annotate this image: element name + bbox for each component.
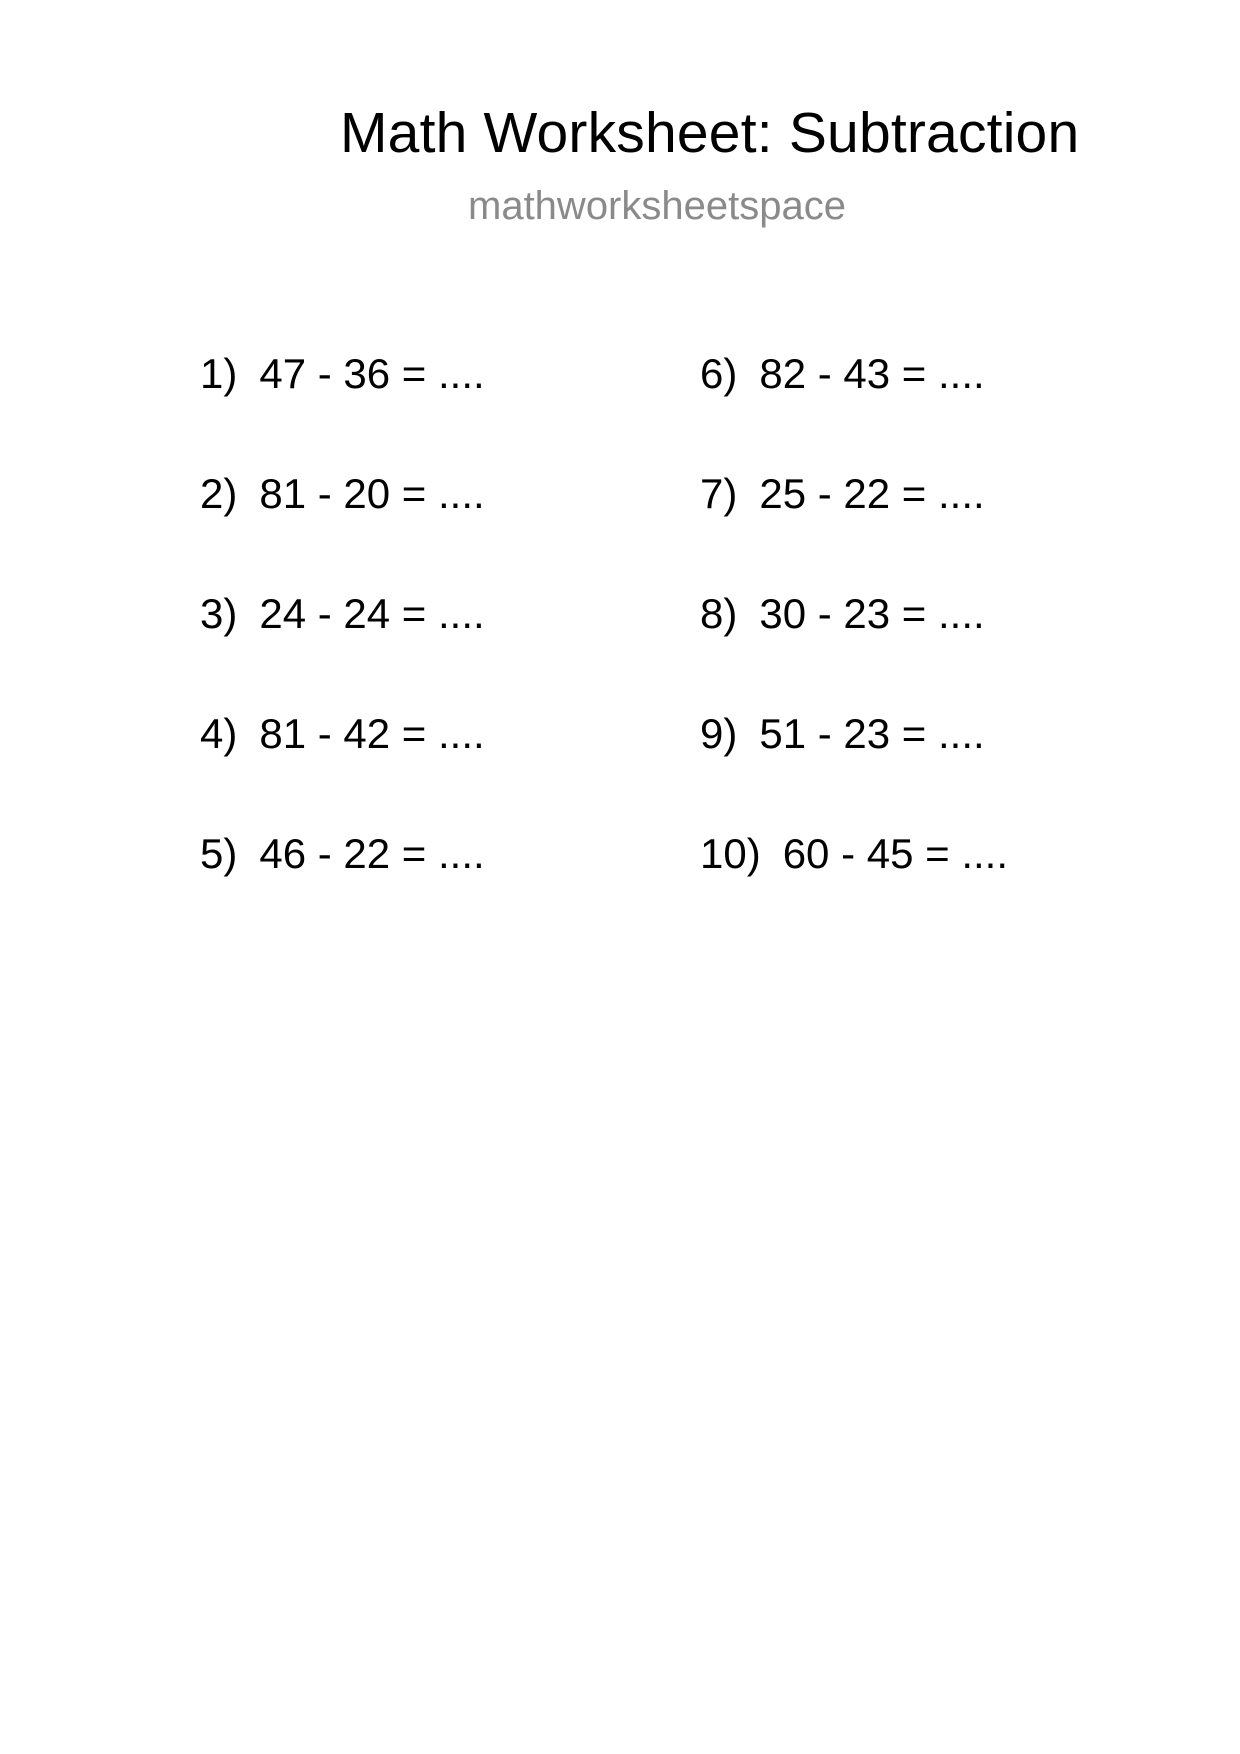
problem-3 xyxy=(200,590,485,638)
problem-expression: 51 - 23 = .... xyxy=(759,710,985,757)
worksheet-title: Math Worksheet: Subtraction xyxy=(340,101,1080,165)
problem-5 xyxy=(200,830,485,878)
problem-number: 5) xyxy=(200,830,238,877)
problem-4 xyxy=(200,710,485,758)
problem-number: 8) xyxy=(700,590,738,637)
problem-number: 2) xyxy=(200,470,238,517)
problem-expression: 46 - 22 = .... xyxy=(259,830,485,877)
problem-number: 7) xyxy=(700,470,738,517)
problem-expression: 82 - 43 = .... xyxy=(759,350,985,397)
problem-expression: 25 - 22 = .... xyxy=(759,470,985,517)
problem-expression: 30 - 23 = .... xyxy=(759,590,985,637)
problem-number: 6) xyxy=(700,350,738,397)
problem-expression: 60 - 45 = .... xyxy=(782,830,1009,877)
problem-number: 3) xyxy=(200,590,238,637)
problem-8 xyxy=(700,590,985,638)
problem-6 xyxy=(700,350,985,398)
problem-expression: 24 - 24 = .... xyxy=(259,590,485,637)
problem-expression: 81 - 42 = .... xyxy=(259,710,485,757)
problem-2 xyxy=(200,470,485,518)
problem-expression: 47 - 36 = .... xyxy=(259,350,485,397)
problem-number: 1) xyxy=(200,350,238,397)
problem-9 xyxy=(700,710,985,758)
problem-10 xyxy=(700,830,1008,878)
problem-expression: 81 - 20 = .... xyxy=(259,470,485,517)
problem-number: 9) xyxy=(700,710,738,757)
problem-1 xyxy=(200,350,485,398)
problem-number: 10) xyxy=(700,830,761,877)
problem-number: 4) xyxy=(200,710,238,757)
worksheet-source: mathworksheetspace xyxy=(468,184,846,228)
problem-7 xyxy=(700,470,985,518)
